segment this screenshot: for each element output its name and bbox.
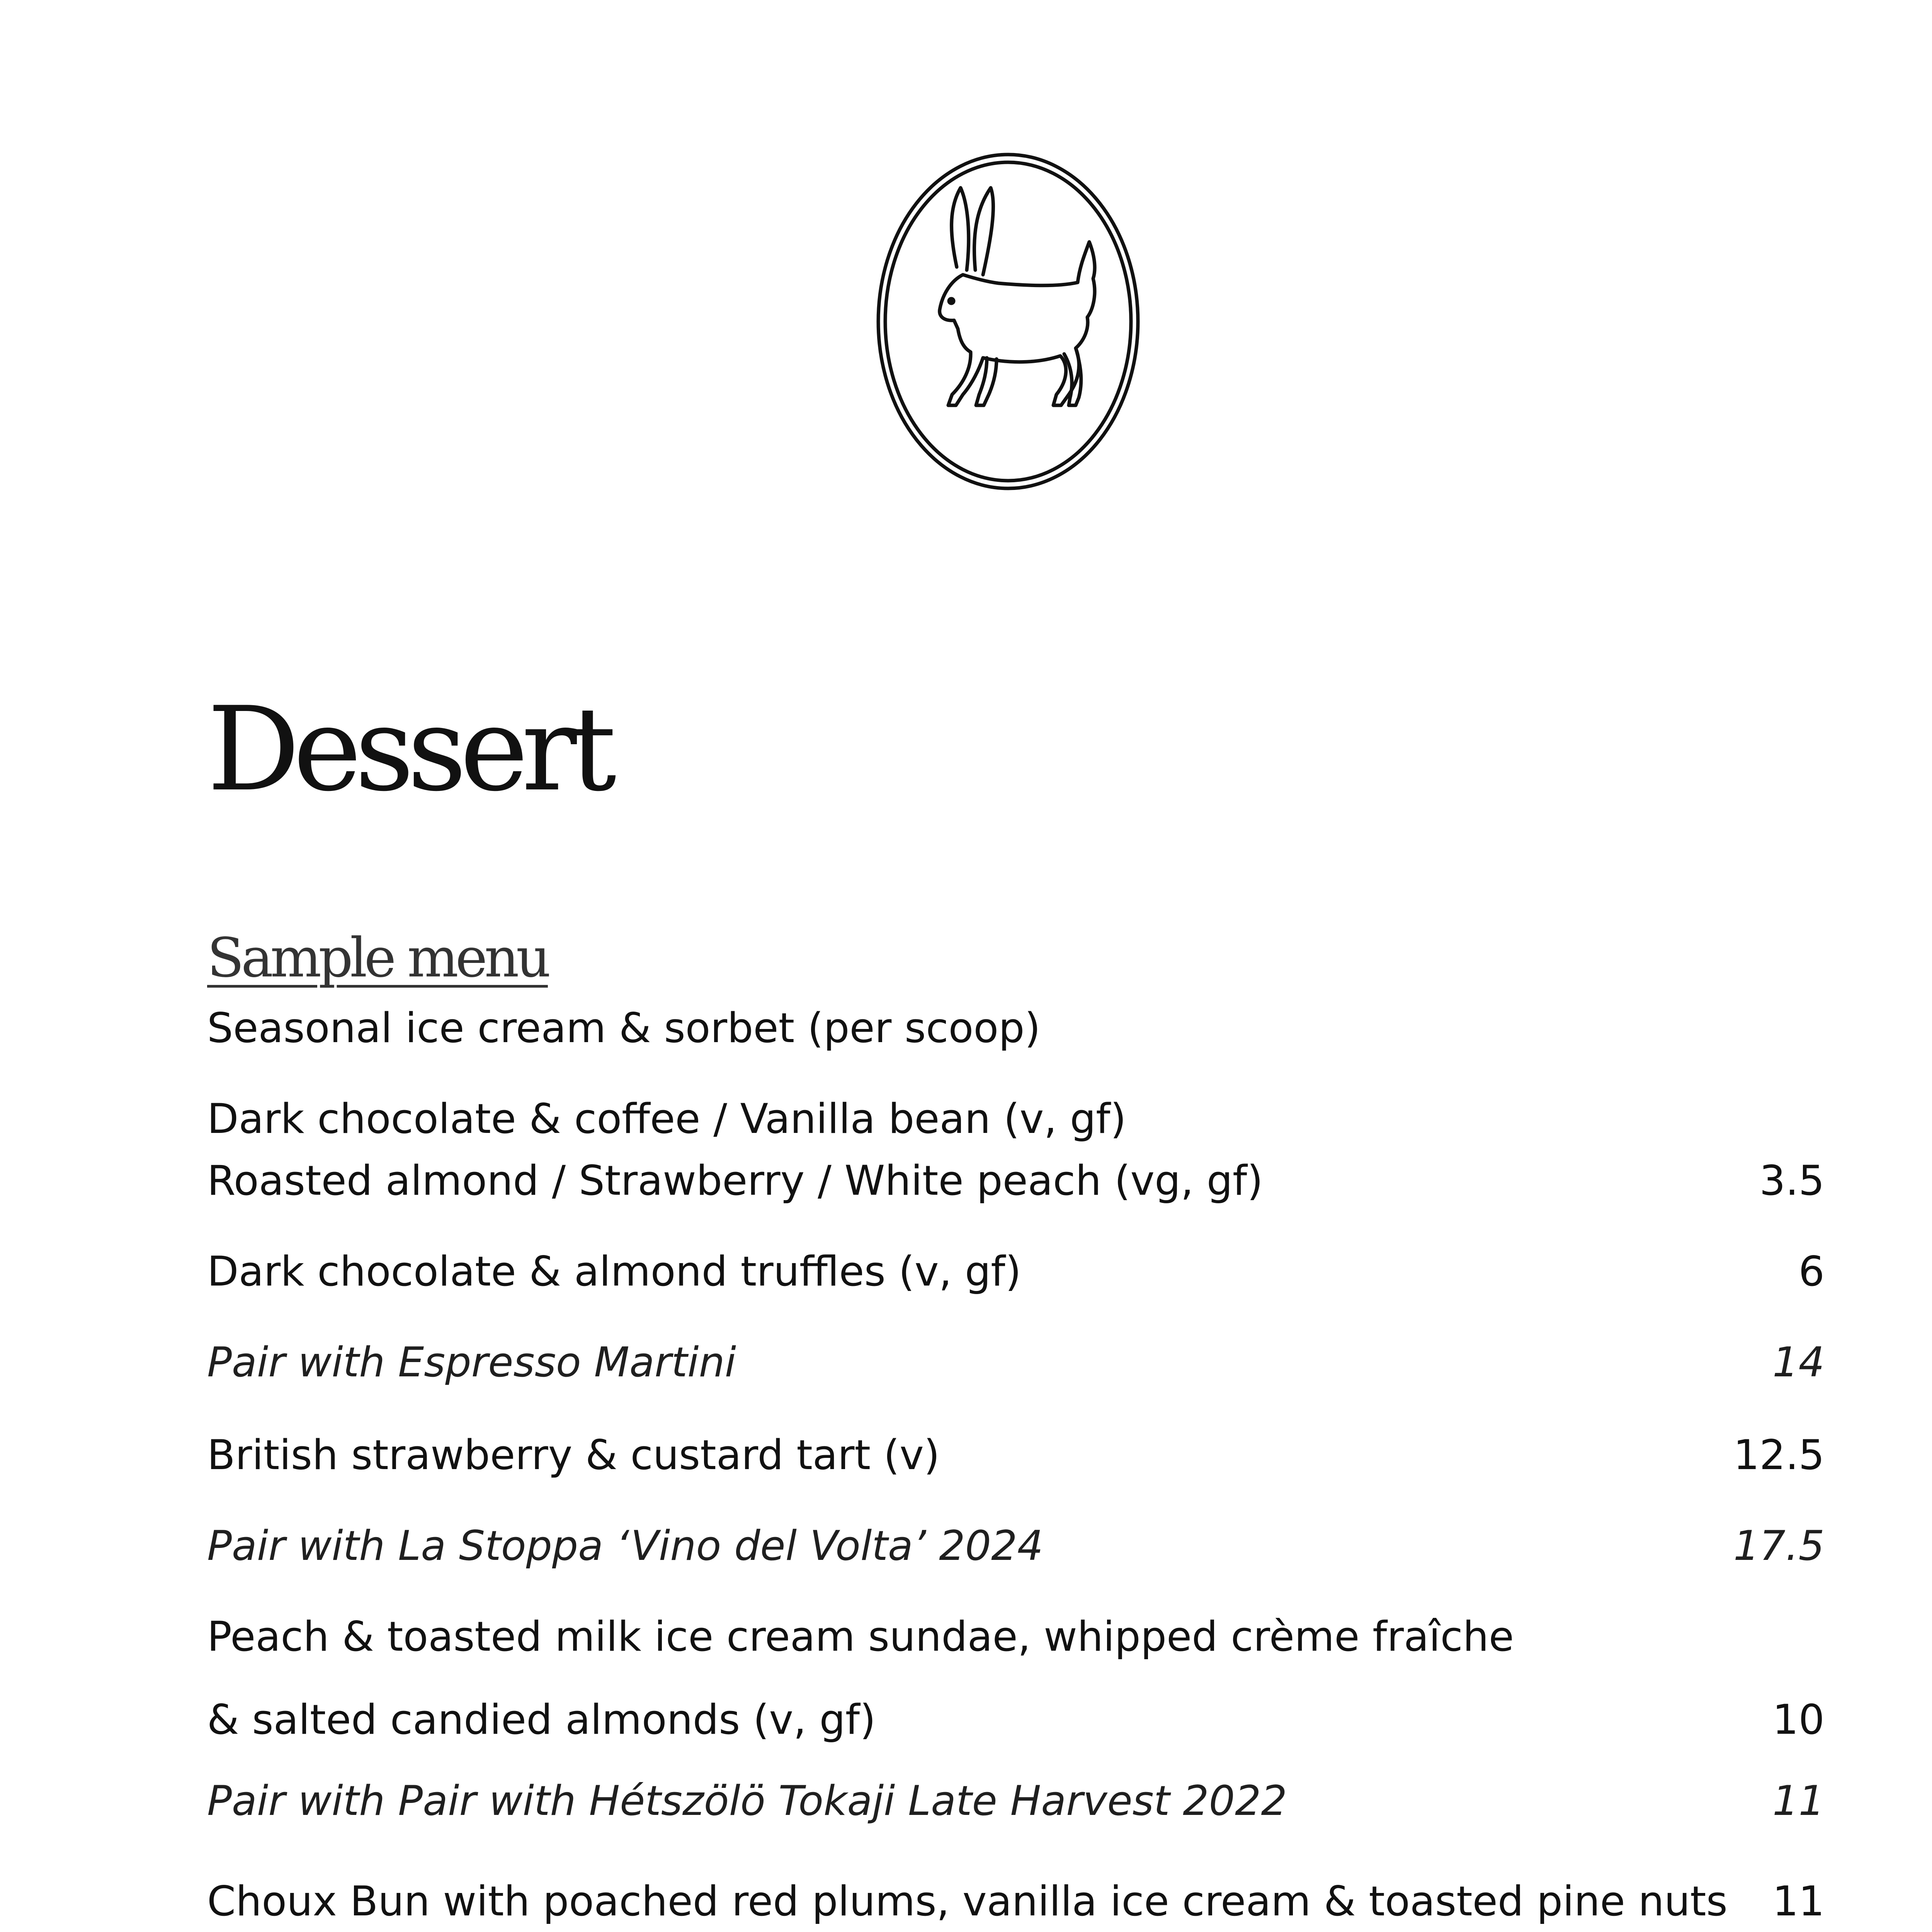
menu-item-line: & salted candied almonds (v, gf) — [207, 1696, 876, 1743]
pairing-price: 11 — [1772, 1777, 1825, 1825]
menu-item-price: 12.5 — [1733, 1431, 1825, 1479]
pairing-line: Pair with La Stoppa ‘Vino del Volta’ 2024 — [207, 1522, 1043, 1570]
hare-seal-icon — [871, 147, 1145, 496]
pairing-price: 17.5 — [1733, 1522, 1825, 1570]
menu-item-line: Peach & toasted milk ice cream sundae, whipped crème fraîche — [207, 1613, 1514, 1660]
menu-item-price: 11 — [1772, 1878, 1825, 1925]
menu-item-price: 6 — [1798, 1248, 1825, 1295]
menu-item-line: Dark chocolate & almond truffles (v, gf) — [207, 1248, 1021, 1295]
pairing-price: 14 — [1772, 1338, 1825, 1386]
menu-item-line: Dark chocolate & coffee / Vanilla bean (v, gf) — [207, 1095, 1126, 1143]
menu-item-line: Roasted almond / Strawberry / White peach (vg, gf) — [207, 1157, 1263, 1204]
menu-item-price: 10 — [1772, 1696, 1825, 1743]
menu-subtitle: Sample menu — [207, 927, 548, 990]
page-title: Dessert — [207, 682, 610, 817]
menu-item-price: 3.5 — [1759, 1157, 1825, 1204]
menu-item-line: British strawberry & custard tart (v) — [207, 1431, 940, 1479]
menu-item-line: Choux Bun with poached red plums, vanilla ice cream & toasted pine nuts — [207, 1878, 1728, 1925]
intro-line: Seasonal ice cream & sorbet (per scoop) — [207, 1004, 1041, 1052]
pairing-line: Pair with Espresso Martini — [207, 1338, 736, 1386]
pairing-line: Pair with Pair with Hétszölö Tokaji Late Harvest 2022 — [207, 1777, 1287, 1825]
